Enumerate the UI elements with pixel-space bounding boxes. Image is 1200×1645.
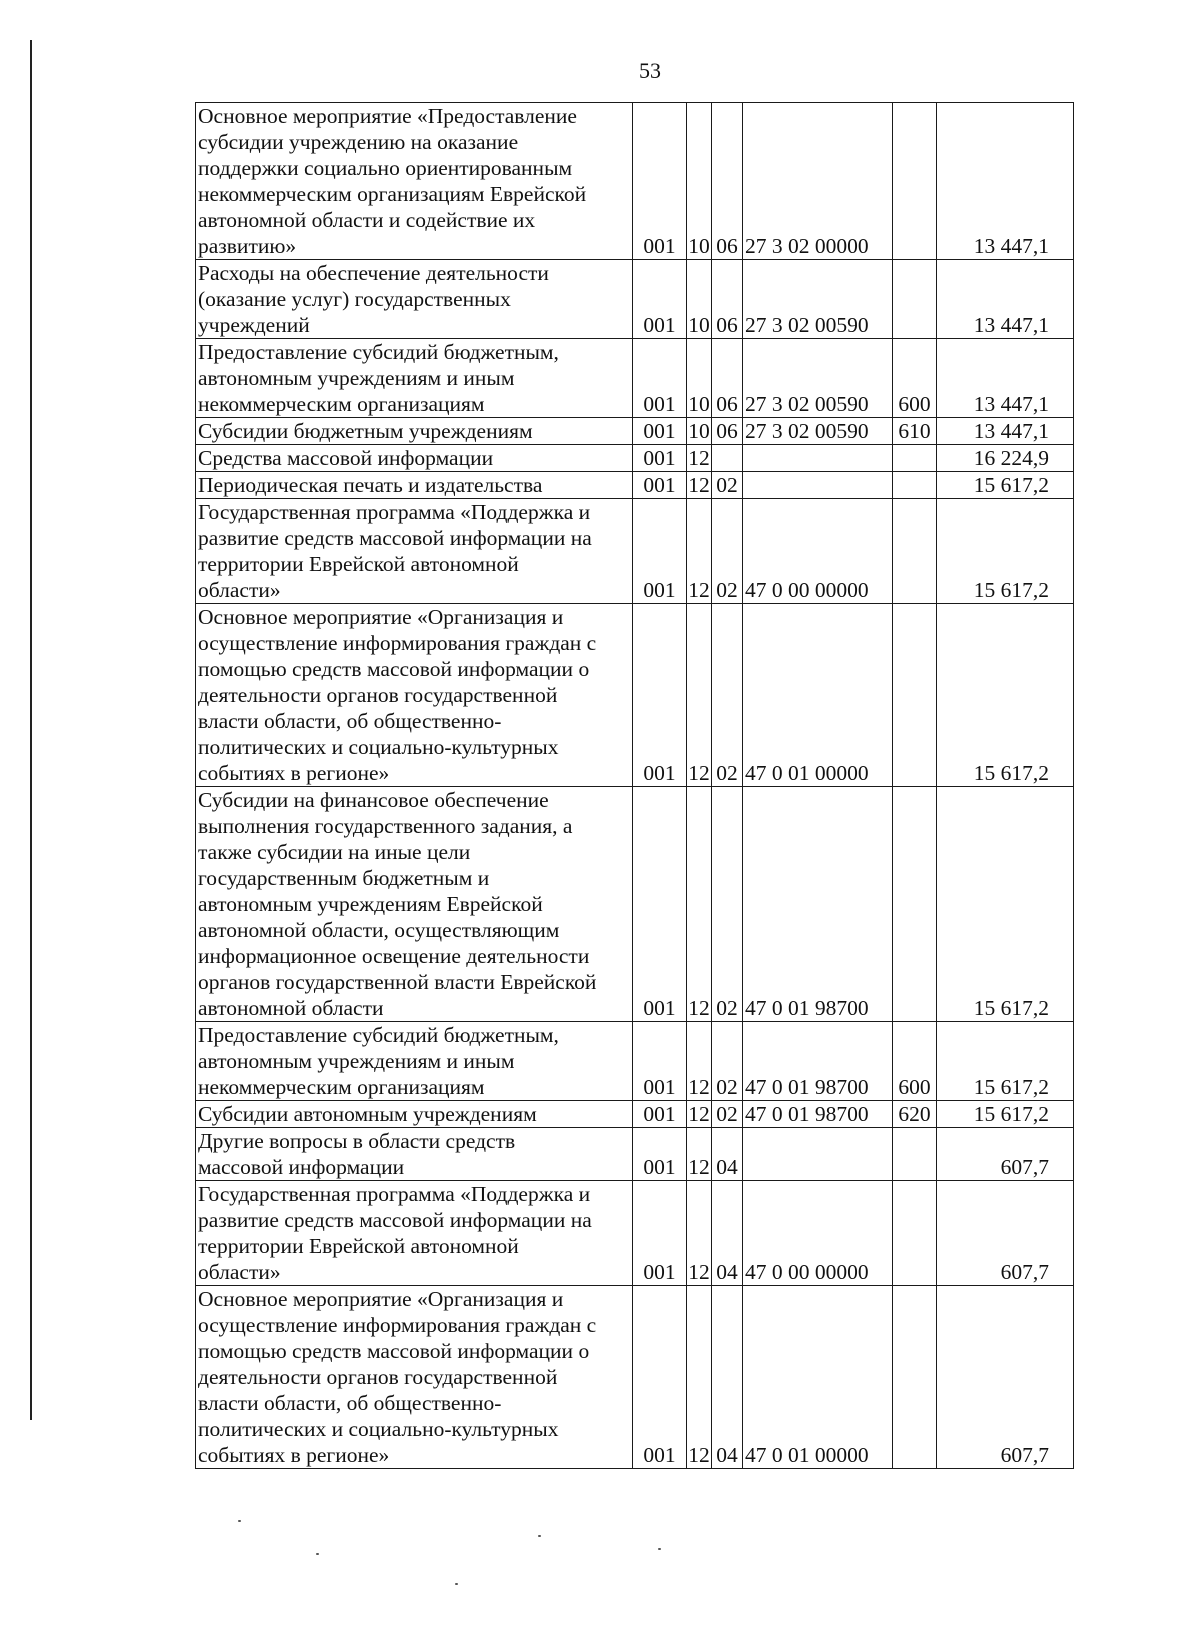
- row-section: 10: [687, 339, 712, 418]
- row-subsection: 02: [712, 787, 743, 1022]
- scan-speck: [238, 1520, 241, 1522]
- row-subsection: 02: [712, 499, 743, 604]
- table-row: [196, 787, 1074, 1022]
- row-code: 001: [633, 445, 687, 472]
- row-expense-type: 610: [893, 418, 937, 445]
- table-row: [196, 260, 1074, 339]
- row-code: 001: [633, 1286, 687, 1469]
- row-amount: 15 617,2: [937, 472, 1074, 499]
- scan-edge-line: [30, 40, 32, 1420]
- row-expense-type: 600: [893, 1022, 937, 1101]
- row-section: 10: [688, 419, 710, 443]
- row-target-article: 47 0 01 98700: [743, 1101, 893, 1128]
- row-name: Периодическая печать и издательства: [196, 472, 633, 499]
- row-code: 001: [633, 1101, 687, 1128]
- row-name: Расходы на обеспечение деятельности (оказание услуг) государственных учреждений: [196, 260, 633, 339]
- table-row: [196, 499, 1074, 604]
- row-section: 12: [687, 787, 712, 1022]
- row-amount: 13 447,1: [937, 260, 1074, 339]
- row-amount: 13 447,1: [937, 103, 1074, 260]
- row-amount: 15 617,2: [937, 1022, 1074, 1101]
- row-code: 001: [633, 499, 687, 604]
- row-subsection: 02: [712, 1022, 743, 1101]
- row-section: 12: [687, 1128, 712, 1181]
- row-subsection: 02: [712, 472, 743, 499]
- table-row: [196, 1101, 1074, 1128]
- row-expense-type: [893, 472, 937, 499]
- scan-speck: [316, 1553, 319, 1555]
- row-subsection: 04: [712, 1128, 743, 1181]
- row-code: 001: [633, 472, 687, 499]
- row-name: Другие вопросы в области средств массовой информации: [196, 1128, 633, 1181]
- row-name: Субсидии автономным учреждениям: [196, 1101, 633, 1128]
- row-expense-type: [893, 604, 937, 787]
- row-expense-type: [893, 1128, 937, 1181]
- row-amount: 15 617,2: [937, 604, 1074, 787]
- row-expense-type: [893, 1286, 937, 1469]
- row-section: 12: [687, 1181, 712, 1286]
- row-code: 001: [633, 339, 687, 418]
- budget-table-body: [196, 103, 1074, 1469]
- row-subsection: 06: [712, 339, 743, 418]
- row-code: 001: [633, 1128, 687, 1181]
- row-target-article: 47 0 00 00000: [743, 1181, 893, 1286]
- budget-table: [195, 102, 1074, 1469]
- row-expense-type: [893, 787, 937, 1022]
- row-subsection: 02: [712, 1101, 743, 1128]
- row-expense-type: [893, 445, 937, 472]
- table-row: [196, 339, 1074, 418]
- scan-speck: [538, 1535, 541, 1537]
- row-expense-type: [893, 1181, 937, 1286]
- row-name: Средства массовой информации: [196, 445, 633, 472]
- row-amount: 607,7: [937, 1128, 1074, 1181]
- row-section: 12: [688, 1102, 710, 1126]
- row-target-article: 27 3 02 00590: [743, 260, 893, 339]
- table-row: [196, 445, 1074, 472]
- row-subsection: [712, 445, 743, 472]
- row-target-article: 47 0 01 98700: [743, 1022, 893, 1101]
- row-target-article: 47 0 01 00000: [743, 1286, 893, 1469]
- row-target-article: 47 0 01 98700: [743, 787, 893, 1022]
- row-amount: 15 617,2: [937, 499, 1074, 604]
- row-target-article: [743, 472, 893, 499]
- scan-speck: [658, 1548, 661, 1550]
- row-section: 10: [687, 103, 712, 260]
- row-target-article: 27 3 02 00590: [743, 418, 893, 445]
- row-target-article: 47 0 00 00000: [743, 499, 893, 604]
- row-name: Предоставление субсидий бюджетным, автономным учреждениям и иным некоммерческим организациям: [196, 339, 633, 418]
- row-name: Основное мероприятие «Организация и осуществление информирования граждан с помощью средств массовой информации о деятельности органов государственной власти области, об общественно- политических и социально-культурных событиях в регионе»: [196, 604, 633, 787]
- table-row: [196, 1181, 1074, 1286]
- row-section: 12: [688, 473, 710, 497]
- row-amount: 13 447,1: [937, 339, 1074, 418]
- table-row: [196, 103, 1074, 260]
- table-row: [196, 418, 1074, 445]
- row-amount: 607,7: [937, 1181, 1074, 1286]
- row-code: 001: [633, 787, 687, 1022]
- row-section: 12: [688, 446, 710, 470]
- row-amount: 607,7: [937, 1286, 1074, 1469]
- table-row: [196, 472, 1074, 499]
- table-row: [196, 1128, 1074, 1181]
- row-target-article: 27 3 02 00000: [743, 103, 893, 260]
- row-expense-type: [893, 103, 937, 260]
- row-code: 001: [633, 604, 687, 787]
- table-row: [196, 604, 1074, 787]
- table-row: [196, 1286, 1074, 1469]
- row-target-article: 27 3 02 00590: [743, 339, 893, 418]
- row-amount: 15 617,2: [937, 1101, 1074, 1128]
- row-section: 10: [687, 260, 712, 339]
- row-subsection: 04: [712, 1286, 743, 1469]
- row-code: 001: [633, 418, 687, 445]
- row-subsection: 02: [712, 604, 743, 787]
- row-code: 001: [633, 1022, 687, 1101]
- row-section: 12: [687, 499, 712, 604]
- row-subsection: 06: [712, 103, 743, 260]
- row-target-article: [743, 1128, 893, 1181]
- row-section: 12: [687, 1286, 712, 1469]
- row-expense-type: 620: [893, 1101, 937, 1128]
- row-code: 001: [633, 260, 687, 339]
- page-number: 53: [639, 58, 661, 83]
- row-subsection: 06: [712, 418, 743, 445]
- row-amount: 13 447,1: [937, 418, 1074, 445]
- row-target-article: [743, 445, 893, 472]
- row-amount: 15 617,2: [937, 787, 1074, 1022]
- row-subsection: 04: [712, 1181, 743, 1286]
- row-subsection: 06: [712, 260, 743, 339]
- row-code: 001: [633, 103, 687, 260]
- row-name: Государственная программа «Поддержка и развитие средств массовой информации на территории Еврейской автономной области»: [196, 1181, 633, 1286]
- row-name: Субсидии на финансовое обеспечение выполнения государственного задания, а также субсидии на иные цели государственным бюджетным и автономным учреждениям Еврейской автономной области, осуществляющим информационное освещение деятельности органов государственной власти Еврейской автономной области: [196, 787, 633, 1022]
- row-expense-type: [893, 260, 937, 339]
- row-name: Субсидии бюджетным учреждениям: [196, 418, 633, 445]
- row-expense-type: 600: [893, 339, 937, 418]
- row-name: Основное мероприятие «Предоставление субсидии учреждению на оказание поддержки социально ориентированным некоммерческим организациям Еврейской автономной области и содействие их развитию»: [196, 103, 633, 260]
- row-target-article: 47 0 01 00000: [743, 604, 893, 787]
- row-expense-type: [893, 499, 937, 604]
- row-amount: 16 224,9: [937, 445, 1074, 472]
- row-section: 12: [687, 1022, 712, 1101]
- row-code: 001: [633, 1181, 687, 1286]
- row-name: Основное мероприятие «Организация и осуществление информирования граждан с помощью средств массовой информации о деятельности органов государственной власти области, об общественно- политических и социально-культурных событиях в регионе»: [196, 1286, 633, 1469]
- table-row: [196, 1022, 1074, 1101]
- row-section: 12: [687, 604, 712, 787]
- row-name: Предоставление субсидий бюджетным, автономным учреждениям и иным некоммерческим организациям: [196, 1022, 633, 1101]
- scan-speck: [455, 1583, 458, 1585]
- row-name: Государственная программа «Поддержка и развитие средств массовой информации на территории Еврейской автономной области»: [196, 499, 633, 604]
